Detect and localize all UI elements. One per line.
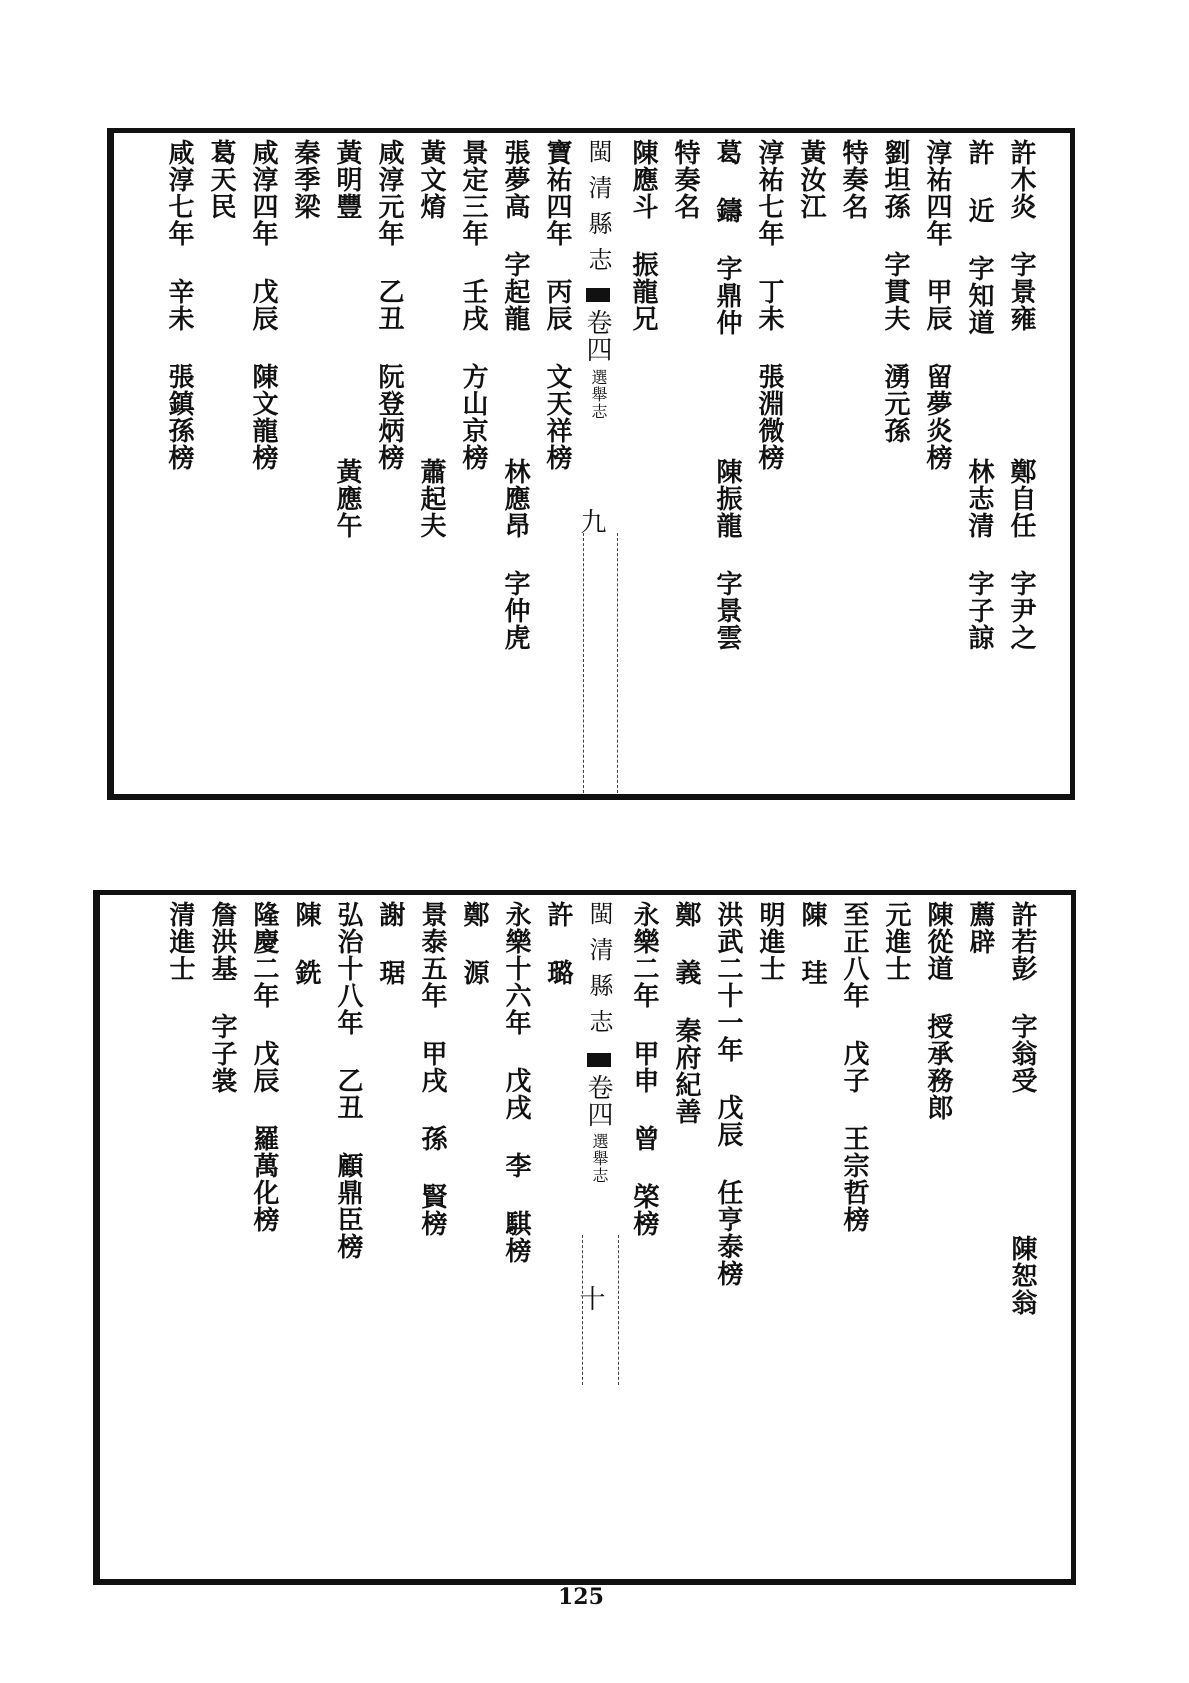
folio-number: 十 [575, 1285, 605, 1311]
page-number: 125 [558, 1584, 604, 1610]
center-header: 閩清縣志 [584, 139, 612, 283]
entry-col-lower: 鄭自任 字尹之 [1006, 458, 1036, 651]
entry-col: 陳應斗 振龍兄 [628, 139, 658, 332]
entry-col: 永樂十六年 戊戌 李 騏榜 [501, 901, 531, 1264]
entry-col: 陳 銑 [291, 901, 321, 986]
center-header: 閩清縣志 [585, 901, 613, 1045]
fold-line [583, 533, 584, 793]
entry-col: 咸淳四年 戊辰 陳文龍榜 [248, 139, 278, 471]
entry-col: 明進士 [755, 901, 785, 982]
entry-col: 許木炎 字景雍 [1006, 139, 1036, 332]
entry-col: 特奏名 [838, 139, 868, 220]
entry-col: 黃汝江 [796, 139, 826, 220]
entry-col: 淳祐四年 甲辰 留夢炎榜 [922, 139, 952, 471]
entry-col: 景定三年 壬戌 方山京榜 [458, 139, 488, 471]
entry-col: 永樂二年 甲申 曾 棨榜 [629, 901, 659, 1237]
entry-col: 黃文焴 [416, 139, 446, 220]
entry-col: 陳 珪 [797, 901, 827, 986]
entry-col: 秦季梁 [290, 139, 320, 220]
volume-label: 卷四 [583, 1074, 613, 1128]
entry-col: 寶祐四年 丙辰 文天祥榜 [542, 139, 572, 471]
entry-col-lower: 黃應午 [332, 458, 362, 539]
fold-line [617, 533, 618, 793]
entry-col: 謝 琚 [375, 901, 405, 986]
entry-col: 陳從道 授承務郎 [923, 901, 953, 1121]
entry-col: 景泰五年 甲戌 孫 賢榜 [417, 901, 447, 1237]
entry-col: 隆慶二年 戊辰 羅萬化榜 [249, 901, 279, 1233]
entry-col: 咸淳七年 辛未 張鎮孫榜 [164, 139, 194, 471]
fold-line [582, 1235, 583, 1385]
fishtail-mark [586, 288, 610, 302]
entry-col-lower: 陳振龍 字景雲 [712, 458, 742, 651]
entry-col: 鄭 源 [459, 901, 489, 986]
entry-col-lower: 林應昂 字仲虎 [500, 458, 530, 651]
fold-line [618, 1235, 619, 1385]
entry-col: 洪武二十一年 戊辰 任亨泰榜 [713, 901, 743, 1287]
entry-col: 許 近 字知道 [964, 139, 994, 336]
folio-number: 九 [576, 508, 606, 534]
entry-col: 淳祐七年 丁未 張淵微榜 [754, 139, 784, 471]
entry-col: 黃明豐 [332, 139, 362, 220]
entry-col: 劉坦孫 字貫夫 湧元孫 [880, 139, 910, 444]
entry-col: 清進士 [165, 901, 195, 982]
entry-col: 張夢高 字起龍 [500, 139, 530, 332]
entry-col: 許若彭 字翁受 [1007, 901, 1037, 1094]
entry-col: 元進士 [881, 901, 911, 982]
entry-col: 詹洪基 字子裳 [207, 901, 237, 1094]
entry-col: 至正八年 戊子 王宗哲榜 [839, 901, 869, 1233]
entry-col: 葛 鑄 字鼎仲 [712, 139, 742, 336]
fishtail-mark [587, 1053, 611, 1067]
entry-col-lower: 陳恕翁 [1007, 1235, 1037, 1316]
entry-col: 鄭 義 秦府紀善 [671, 901, 701, 1125]
page-panel-bottom [93, 890, 1076, 1585]
entry-col: 葛天民 [206, 139, 236, 220]
entry-col-lower: 蕭起夫 [416, 458, 446, 539]
entry-col: 咸淳元年 乙丑 阮登炳榜 [374, 139, 404, 471]
section-label: 選舉志 [590, 1133, 609, 1184]
page-panel-top [107, 128, 1075, 800]
entry-col: 弘治十八年 乙丑 顧鼎臣榜 [333, 901, 363, 1260]
entry-col-lower: 林志清 字子諒 [964, 458, 994, 651]
entry-col: 特奏名 [670, 139, 700, 220]
volume-label: 卷四 [582, 309, 612, 363]
section-label: 選舉志 [589, 369, 608, 420]
entry-col: 薦辟 [965, 901, 995, 955]
entry-col: 許 璐 [543, 901, 573, 986]
